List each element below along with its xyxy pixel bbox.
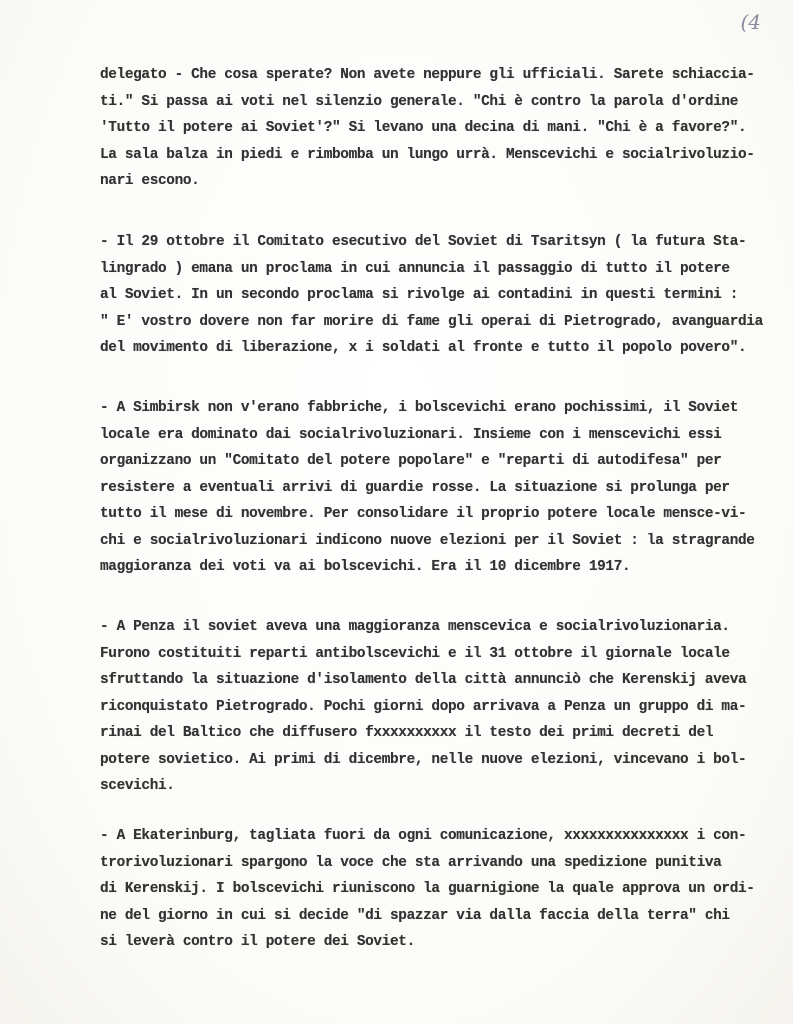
page-number: (4 xyxy=(740,10,761,34)
text-line: rinai del Baltico che diffusero fxxxxxxxxxx il testo dei primi decreti del xyxy=(100,725,714,741)
text-line: 'Tutto il potere ai Soviet'?" Si levano una decina di mani. "Chi è a favore?". xyxy=(100,120,747,136)
paragraph-5 xyxy=(100,823,760,956)
text-line: Furono costituiti reparti antibolscevichi e il 31 ottobre il giornale locale xyxy=(100,645,730,662)
text-line: potere sovietico. Ai primi di dicembre, nelle nuove elezioni, vincevano i bol- xyxy=(100,751,747,768)
text-line: resistere a eventuali arrivi di guardie rosse. La situazione si prolunga per xyxy=(100,479,730,496)
text-line: - Il 29 ottobre il Comitato esecutivo del Soviet di Tsaritsyn ( la futura Sta- xyxy=(100,234,747,250)
text-line: si leverà contro il potere dei Soviet. xyxy=(100,934,415,950)
paragraph-3 xyxy=(100,395,760,581)
text-line: organizzano un "Comitato del potere popolare" e "reparti di autodifesa" per xyxy=(100,453,722,469)
text-line: sfruttando la situazione d'isolamento della città annunciò che Kerenskij aveva xyxy=(100,672,747,688)
text-line: - A Simbirsk non v'erano fabbriche, i bolscevichi erano pochissimi, il Soviet xyxy=(100,400,739,416)
paragraph-4 xyxy=(100,614,760,800)
text-line: maggioranza dei voti va ai bolscevichi. Era il 10 dicembre 1917. xyxy=(100,559,631,575)
text-line: trorivoluzionari spargono la voce che sta arrivando una spedizione punitiva xyxy=(100,854,722,871)
text-line: ne del giorno in cui si decide "di spazzar via dalla faccia della terra" chi xyxy=(100,907,730,924)
text-line: - A Penza il soviet aveva una maggioranza menscevica e socialrivoluzionaria. xyxy=(100,619,730,635)
text-line: lingrado ) emana un proclama in cui annuncia il passaggio di tutto il potere xyxy=(100,260,730,277)
text-line: " E' vostro dovere non far morire di fame gli operai di Pietrogrado, avanguardia xyxy=(100,313,763,330)
paragraph-1 xyxy=(100,62,760,195)
text-line: riconquistato Pietrogrado. Pochi giorni dopo arrivava a Penza un gruppo di ma- xyxy=(100,698,747,715)
text-line: al Soviet. In un secondo proclama si rivolge ai contadini in questi termini : xyxy=(100,287,739,303)
text-line: La sala balza in piedi e rimbomba un lungo urrà. Menscevichi e socialrivoluzio- xyxy=(100,146,755,163)
text-line: chi e socialrivoluzionari indicono nuove elezioni per il Soviet : la stragrande xyxy=(100,532,755,549)
text-line: scevichi. xyxy=(100,778,175,794)
text-line: locale era dominato dai socialrivoluzionari. Insieme con i menscevichi essi xyxy=(100,426,722,443)
text-line: nari escono. xyxy=(100,173,200,189)
text-line: di Kerenskij. I bolscevichi riuniscono la guarnigione la quale approva un ordi- xyxy=(100,881,755,897)
text-line: delegato - Che cosa sperate? Non avete neppure gli ufficiali. Sarete schiaccia- xyxy=(100,67,755,83)
text-line: ti." Si passa ai voti nel silenzio generale. "Chi è contro la parola d'ordine xyxy=(100,93,739,110)
text-line: del movimento di liberazione, x i soldati al fronte e tutto il popolo povero". xyxy=(100,340,747,356)
paragraph-2 xyxy=(100,229,763,362)
text-line: tutto il mese di novembre. Per consolidare il proprio potere locale mensce-vi- xyxy=(100,506,747,522)
text-line: - A Ekaterinburg, tagliata fuori da ogni comunicazione, xxxxxxxxxxxxxxx i con- xyxy=(100,828,747,844)
